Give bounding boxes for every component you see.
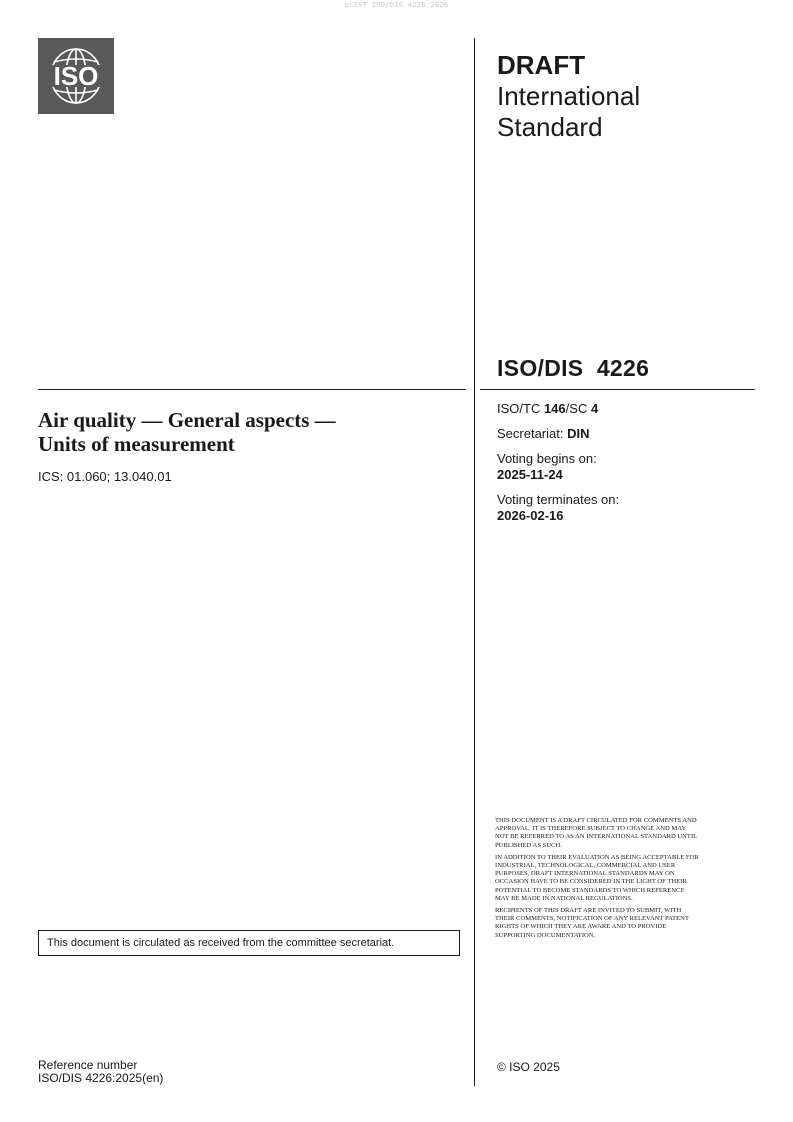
standard-number: ISO/DIS 4226 <box>497 355 650 381</box>
voting-begins-label: Voting begins on: <box>497 451 597 466</box>
secretariat-label: Secretariat: <box>497 426 568 441</box>
notice-paragraph-2: IN ADDITION TO THEIR EVALUATION AS BEING ACCEPTABLE FOR INDUSTRIAL, TECHNOLOGICAL, COMMERCIAL AND USER PURPOSES, DRAFT INTERNATIONAL STANDARDS MAY ON OCCASION HAVE TO BE CONSIDERED IN THE LIGHT OF THEIR POTENTIAL TO BECOME STANDARDS TO WHICH REFERENCE MAY BE MADE IN NATIONAL REGULATIONS. <box>495 853 699 902</box>
circulation-note: This document is circulated as received from the committee secretariat. <box>38 930 460 956</box>
document-type-header <box>497 50 640 143</box>
notice-paragraph-1: THIS DOCUMENT IS A DRAFT CIRCULATED FOR COMMENTS AND APPROVAL. IT IS THEREFORE SUBJECT TO CHANGE AND MAY NOT BE REFERRED TO AS AN INTERNATIONAL STANDARD UNTIL PUBLISHED AS SUCH. <box>495 817 697 849</box>
secretariat-value: DIN <box>567 426 590 441</box>
vertical-divider <box>474 38 475 1086</box>
document-title <box>38 408 458 456</box>
sc-number: 4 <box>590 401 599 416</box>
sc-prefix: /SC <box>565 401 591 416</box>
iso-logo <box>38 38 114 114</box>
draft-notice <box>495 817 700 944</box>
draft-label: DRAFT <box>497 50 586 80</box>
voting-terminates-label: Voting terminates on: <box>497 492 620 507</box>
voting-terminates-row <box>497 492 619 524</box>
voting-begins-date: 2025-11-24 <box>497 467 563 482</box>
voting-begins-row <box>497 451 619 483</box>
horizontal-divider-left <box>38 389 466 390</box>
committee-row <box>497 401 619 417</box>
reference-value: ISO/DIS 4226:2025(en) <box>38 1071 164 1085</box>
iso-globe-icon <box>38 38 114 114</box>
secretariat-row <box>497 426 619 442</box>
copyright: © ISO 2025 <box>497 1060 560 1074</box>
ics-codes: ICS: 01.060; 13.040.01 <box>38 469 172 484</box>
document-metadata <box>497 401 619 533</box>
international-label: International <box>497 81 641 111</box>
tc-number: 146 <box>543 401 566 416</box>
reference-number <box>38 1059 163 1085</box>
iso-logo-text: ISO <box>53 61 99 91</box>
notice-paragraph-3: RECIPIENTS OF THIS DRAFT ARE INVITED TO SUBMIT, WITH THEIR COMMENTS, NOTIFICATION OF ANY RELEVANT PATENT RIGHTS OF WHICH THEY ARE AWARE AND TO PROVIDE SUPPORTING DOCUMENTATION. <box>495 907 689 939</box>
horizontal-divider-right <box>480 389 755 390</box>
title-line-1: Air quality — General aspects — <box>38 408 336 432</box>
standard-label: Standard <box>497 112 603 142</box>
reference-label: Reference number <box>38 1058 138 1072</box>
watermark: oSIST ISO/DIS 4226:2026 <box>344 1 449 9</box>
voting-terminates-date: 2026-02-16 <box>497 508 564 523</box>
tc-prefix: ISO/TC <box>497 401 544 416</box>
title-line-2: Units of measurement <box>38 432 235 456</box>
